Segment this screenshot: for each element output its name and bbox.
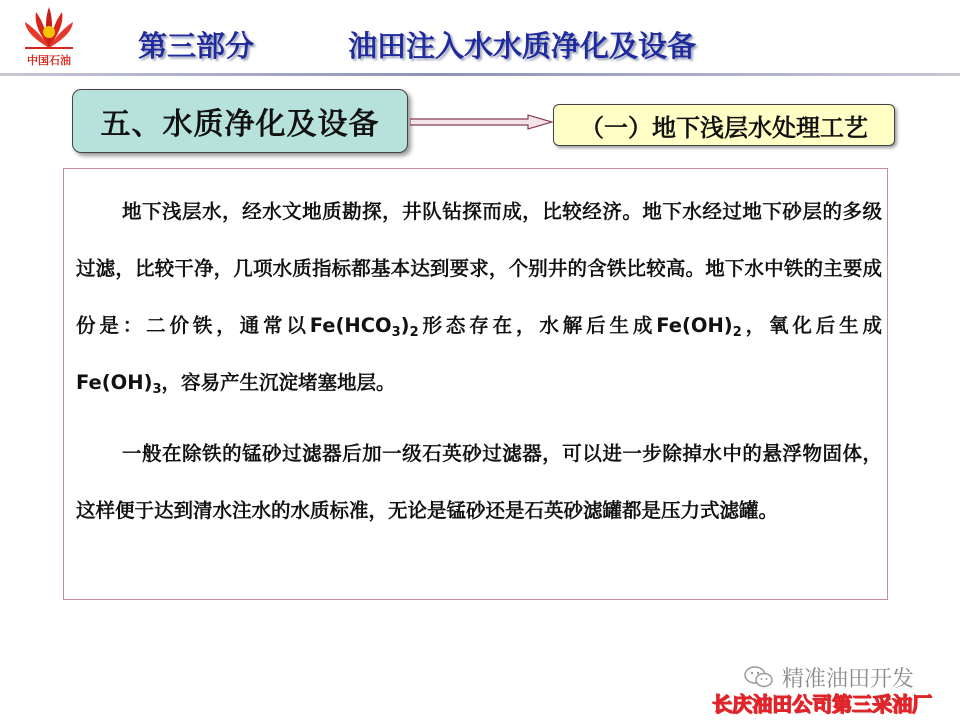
subsection-title-box	[553, 104, 895, 146]
header-title: 油田注入水水质净化及设备	[348, 29, 697, 63]
subscript: 3	[391, 325, 401, 340]
paragraph-1-text-b: )	[400, 314, 410, 337]
subscript: 2	[732, 325, 742, 340]
section-title-box	[72, 89, 408, 153]
watermark-account: 精准油田开发	[782, 667, 915, 692]
arrow-right-icon	[410, 114, 554, 130]
paragraph-1	[76, 183, 882, 411]
header-divider	[0, 73, 960, 76]
subscript: 2	[409, 325, 419, 340]
content-panel	[63, 168, 888, 600]
watermark-company: 长庆油田公司第三采油厂	[712, 692, 932, 716]
petrochina-logo	[14, 4, 84, 68]
logo-text: 中国石油	[27, 54, 71, 67]
subscript: 3	[152, 382, 162, 397]
paragraph-2: 一般在除铁的锰砂过滤器后加一级石英砂过滤器，可以进一步除掉水中的悬浮物固体，这样便于达到清水注水的水质标准，无论是锰砂还是石英砂滤罐都是压力式滤罐。	[76, 442, 882, 522]
paragraph-1-text-e: ，容易产生沉淀堵塞地层。	[161, 371, 396, 394]
paragraph-1-text-d: ，氧化后生成Fe(OH)	[76, 314, 882, 394]
subsection-title: （一）地下浅层水处理工艺	[580, 113, 868, 142]
header-part-label: 第三部分	[138, 29, 255, 63]
section-title: 五、水质净化及设备	[100, 107, 380, 142]
paragraph-1-text-c: 形态存在，水解后生成Fe(OH)	[418, 314, 733, 337]
logo-icon	[22, 4, 76, 50]
paragraph-1-text-a: 地下浅层水，经水文地质勘探，井队钻探而成，比较经济。地下水经过地下砂层的多级过滤，比较干净，几项水质指标都基本达到要求，个别井的含铁比较高。地下水中铁的主要成份是：二价铁，通常以Fe(HCO	[76, 200, 882, 337]
wechat-icon	[744, 666, 774, 688]
